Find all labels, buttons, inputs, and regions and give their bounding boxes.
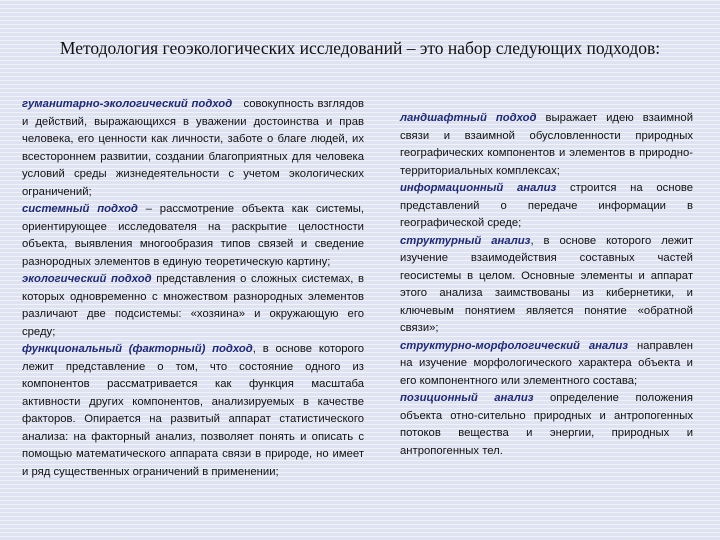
separator — [537, 112, 546, 124]
separator — [628, 340, 637, 352]
list-item — [22, 96, 364, 201]
term-label: информационный анализ — [400, 182, 557, 194]
term-label: позиционный анализ — [400, 392, 534, 404]
separator — [556, 182, 570, 194]
list-item — [22, 341, 364, 481]
list-item — [400, 390, 693, 460]
term-label: системный подход — [22, 203, 138, 215]
definition-text: направлен на изучение морфологического характера объекта и его компонентного или элементного состава; — [400, 339, 693, 387]
list-item — [400, 110, 693, 180]
definition-text: представления о сложных системах, в которых одновременно с множеством разнородных элементов различают две подсистемы: «хозяина» и окружающую его среду; — [22, 273, 364, 338]
slide-title: Методология геоэкологических исследований – это набор следующих подходов: — [59, 38, 661, 58]
term-label: гуманитарно-экологический подход — [22, 98, 233, 110]
definition-text: , в основе которого лежит изучение взаимодействия составных частей геосистемы в целом. Основные элементы и аппарат этого анализа заимствованы из кибернетики, и ключевым понятием является понятие «обратной связи»; — [400, 234, 694, 334]
list-item — [400, 180, 693, 233]
term-label: функциональный (факторный) подход — [22, 343, 253, 355]
term-label: структурно-морфологический анализ — [400, 339, 629, 352]
definition-text: , в основе которого лежит представление о том, что состояние одного из компонентов рассматривается как функция масштаба активности других компонентов, анализируемых в качестве факторов. Опирается на развитый аппарат статистического анализа: на факторный анализ, позволяет понять и описать с помощью математического аппарата связи в природе, но имеет и ряд существенных ограничений в применении; — [22, 343, 364, 478]
term-label: структурный анализ — [400, 234, 531, 247]
term-label: ландшафтный подход — [400, 112, 537, 124]
right-column — [400, 110, 693, 460]
definition-text: строится на основе представлений о передаче информации в географической среде; — [400, 182, 694, 229]
list-item — [22, 201, 364, 271]
separator — [534, 392, 551, 404]
definition-text: выражает идею взаимной связи и взаимной обусловленности природных географических компонентов и элементов в природно-территориальных комплексах; — [400, 112, 693, 177]
separator — [232, 98, 243, 110]
list-item — [400, 233, 693, 338]
definition-text: совокупность взглядов и действий, выражающихся в уважении достоинства и прав человека, его ценности как личности, заботе о благе людей, их всестороннем развитии, создании благоприятных для человека условий среды жизнедеятельности с учетом экологических ограничений; — [22, 98, 364, 198]
term-label: экологический подход — [22, 273, 152, 285]
separator — [138, 203, 146, 215]
list-item — [22, 271, 364, 341]
left-column — [22, 96, 364, 481]
definition-text: – рассмотрение объекта как системы, ориентирующее исследователя на раскрытие целостности объекта, выявления многообразия типов связей и сведение разнородных элементов в единую теоретическую картину; — [22, 203, 365, 268]
definition-text: определение положения объекта отно-сительно природных и антропогенных потоков вещества и энергии, природных и антропогенных тел. — [400, 392, 693, 457]
list-item — [400, 338, 693, 391]
